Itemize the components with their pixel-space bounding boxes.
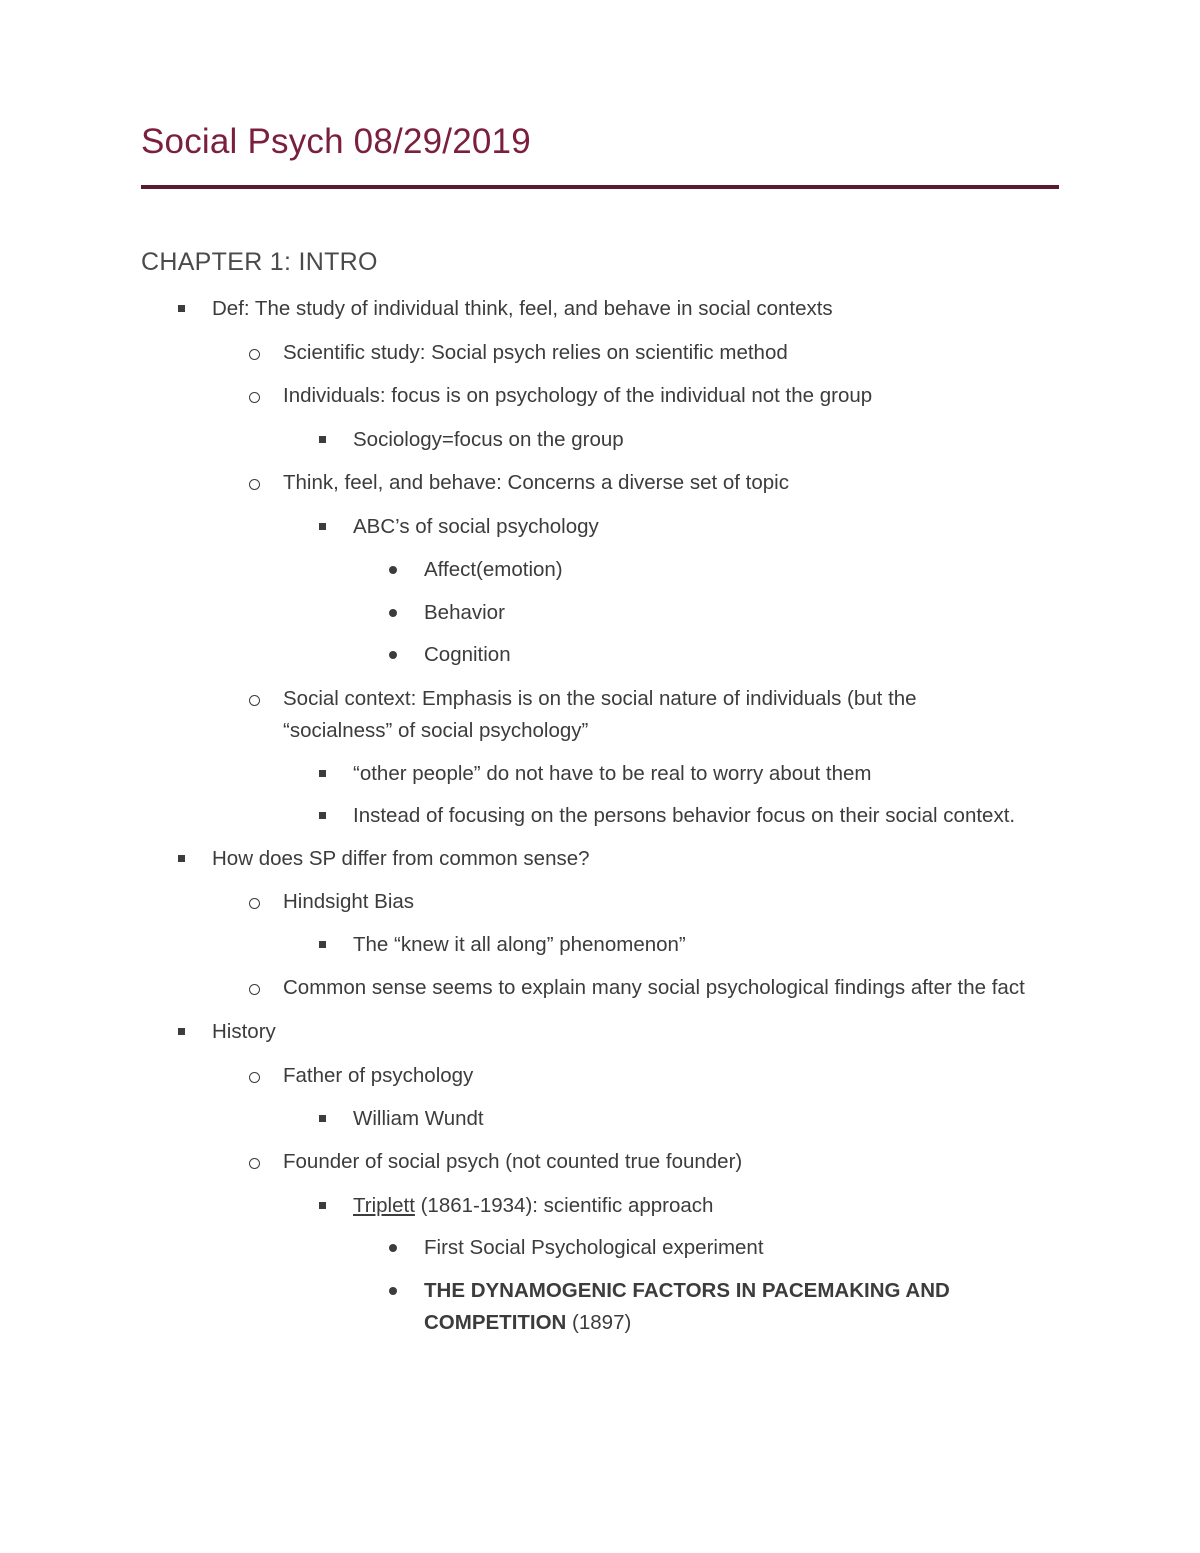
list-item	[353, 1190, 713, 1222]
list-item	[353, 511, 599, 543]
list-item-text: Social context: Emphasis is on the social nature of individuals (but the	[283, 687, 917, 710]
list-item-text: History	[212, 1020, 276, 1043]
list-item-text: The “knew it all along” phenomenon”	[353, 933, 686, 956]
filled-dot-bullet-icon	[389, 566, 397, 574]
list-item-text: Instead of focusing on the persons behavior focus on their social context.	[353, 804, 1016, 827]
list-item-text: Affect(emotion)	[424, 558, 563, 581]
list-item	[353, 758, 872, 790]
list-item-text: How does SP differ from common sense?	[212, 847, 590, 870]
list-item	[353, 929, 686, 961]
list-item-text: Hindsight Bias	[283, 890, 415, 913]
chapter-heading: CHAPTER 1: INTRO	[141, 248, 378, 276]
list-item	[283, 380, 872, 412]
list-item	[283, 1060, 473, 1092]
list-item-text: Father of psychology	[283, 1064, 474, 1087]
list-item-text: Sociology=focus on the group	[353, 428, 624, 451]
triplett-details: (1861-1934): scientific approach	[414, 1194, 714, 1217]
list-item-text: Behavior	[424, 601, 505, 624]
hollow-circle-bullet-icon	[249, 898, 260, 909]
dynamogenic-year: (1897)	[566, 1311, 632, 1334]
hollow-circle-bullet-icon	[249, 1072, 260, 1083]
list-item-text: ABC’s of social psychology	[353, 515, 599, 538]
list-item-text: Scientific study: Social psych relies on scientific method	[283, 341, 788, 364]
square-bullet-icon	[319, 436, 326, 443]
square-bullet-icon	[178, 855, 185, 862]
list-item	[212, 843, 590, 875]
list-item-text: “other people” do not have to be real to worry about them	[353, 762, 872, 785]
dynamogenic-title-end: COMPETITION	[424, 1311, 567, 1334]
list-item	[424, 597, 505, 629]
list-item	[424, 554, 563, 586]
square-bullet-icon	[178, 1028, 185, 1035]
list-item	[212, 293, 833, 325]
list-item	[353, 1103, 484, 1135]
triplett-name: Triplett	[353, 1194, 415, 1217]
square-bullet-icon	[319, 812, 326, 819]
list-item	[283, 683, 917, 747]
list-item	[424, 1232, 764, 1264]
list-item	[353, 424, 624, 456]
list-item-text: Founder of social psych (not counted true founder)	[283, 1150, 743, 1173]
filled-dot-bullet-icon	[389, 651, 397, 659]
list-item	[283, 337, 788, 369]
hollow-circle-bullet-icon	[249, 984, 260, 995]
list-item-text: THE DYNAMOGENIC FACTORS IN PACEMAKING AND	[424, 1279, 950, 1302]
title-divider	[141, 185, 1059, 189]
list-item	[283, 467, 789, 499]
hollow-circle-bullet-icon	[249, 1158, 260, 1169]
square-bullet-icon	[319, 1202, 326, 1209]
square-bullet-icon	[319, 1115, 326, 1122]
square-bullet-icon	[319, 770, 326, 777]
hollow-circle-bullet-icon	[249, 695, 260, 706]
list-item	[212, 1016, 276, 1048]
filled-dot-bullet-icon	[389, 1287, 397, 1295]
list-item-text: Def: The study of individual think, feel, and behave in social contexts	[212, 297, 833, 320]
hollow-circle-bullet-icon	[249, 349, 260, 360]
list-item-text: William Wundt	[353, 1107, 484, 1130]
filled-dot-bullet-icon	[389, 609, 397, 617]
list-item-text: Individuals: focus is on psychology of the individual not the group	[283, 384, 873, 407]
list-item-text: First Social Psychological experiment	[424, 1236, 764, 1259]
list-item	[353, 800, 1015, 832]
list-item	[424, 1275, 950, 1339]
square-bullet-icon	[319, 941, 326, 948]
list-item-text: Think, feel, and behave: Concerns a diverse set of topic	[283, 471, 789, 494]
list-item	[283, 972, 1025, 1004]
hollow-circle-bullet-icon	[249, 392, 260, 403]
filled-dot-bullet-icon	[389, 1244, 397, 1252]
document-title: Social Psych 08/29/2019	[141, 122, 531, 161]
list-item-text: Cognition	[424, 643, 511, 666]
list-item-text: Common sense seems to explain many social psychological findings after the fact	[283, 976, 1025, 999]
list-item	[424, 639, 511, 671]
list-item	[283, 886, 414, 918]
list-item-text-continued	[424, 1307, 950, 1339]
list-item-text-continued: “socialness” of social psychology”	[283, 719, 589, 742]
list-item-text	[353, 1190, 713, 1222]
hollow-circle-bullet-icon	[249, 479, 260, 490]
square-bullet-icon	[319, 523, 326, 530]
square-bullet-icon	[178, 305, 185, 312]
list-item	[283, 1146, 742, 1178]
